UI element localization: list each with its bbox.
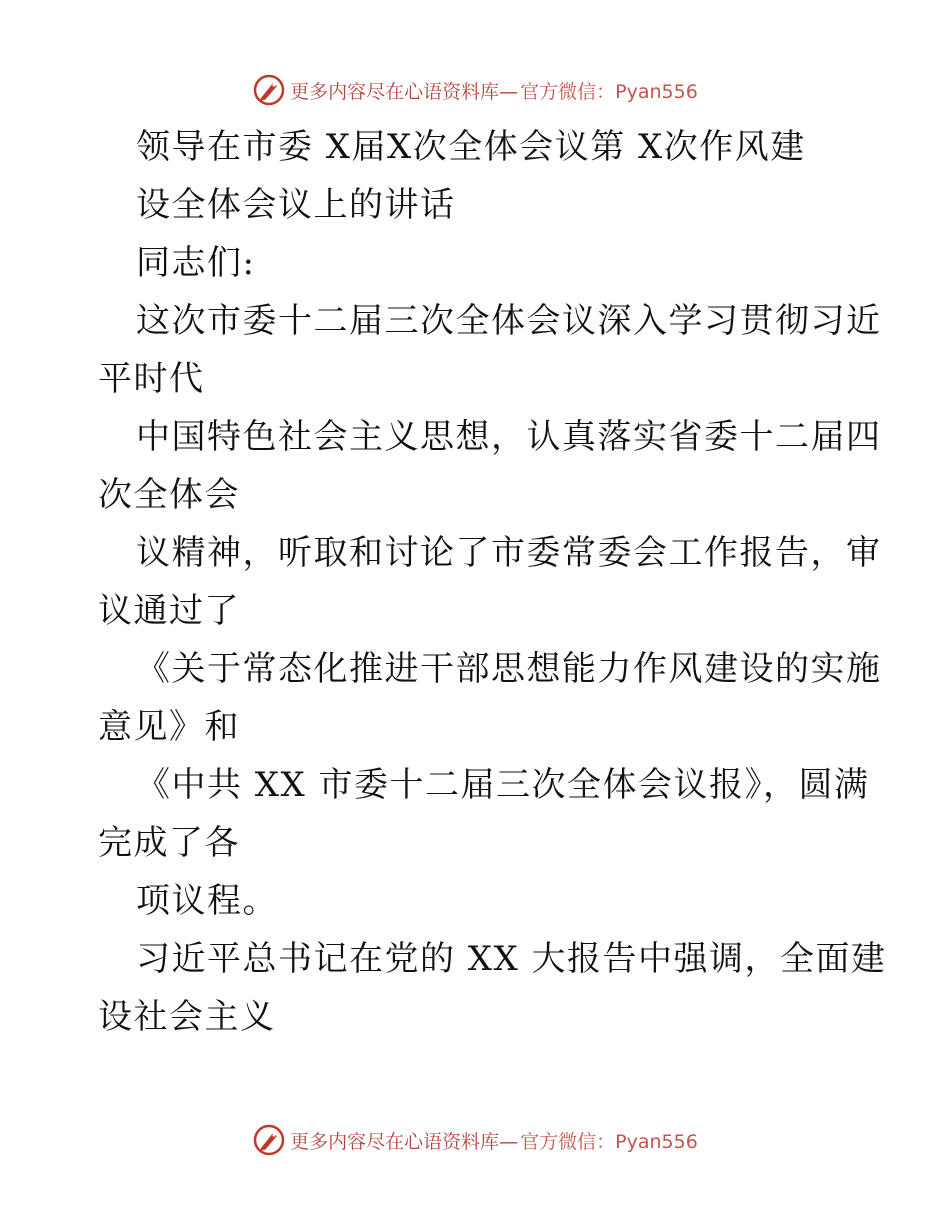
paragraph-line: 中国特色社会主义思想，认真落实省委十二届四: [136, 417, 882, 457]
paragraph-line: 意见》和: [98, 707, 240, 747]
watermark-contact: 官方微信：Pyan556: [520, 80, 698, 103]
watermark-text: 更多内容尽在心语资料库—: [290, 1130, 519, 1153]
header-watermark: [0, 70, 950, 110]
watermark-contact: 官方微信：Pyan556: [520, 1130, 698, 1153]
paragraph-line: 议精神，听取和讨论了市委常委会工作报告，审: [136, 533, 882, 573]
paragraph-line: 习近平总书记在党的 XX 大报告中强调，全面建: [136, 939, 887, 979]
paragraph-line: 项议程。: [136, 881, 278, 921]
document-title-line: 设全体会议上的讲话: [136, 185, 456, 225]
paragraph-line: 次全体会: [98, 475, 240, 515]
paragraph-line: 平时代: [98, 359, 205, 399]
document-title-line: 领导在市委 X届X次全体会议第 X次作风建: [136, 127, 806, 167]
paragraph-line: 《中共 XX 市委十二届三次全体会议报》，圆满: [136, 765, 870, 805]
paragraph-line: 设社会主义: [98, 997, 276, 1037]
paragraph-line: 《关于常态化推进干部思想能力作风建设的实施: [136, 649, 882, 689]
paragraph-line: 这次市委十二届三次全体会议深入学习贯彻习近: [136, 301, 882, 341]
watermark-text: 更多内容尽在心语资料库—: [290, 80, 519, 103]
document-body: [98, 118, 887, 1046]
paragraph-line: 完成了各: [98, 823, 240, 863]
pen-nib-logo-icon: [252, 73, 286, 107]
paragraph-line: 议通过了: [98, 591, 240, 631]
pen-nib-logo-icon: [252, 1123, 286, 1157]
paragraph-line: 同志们:: [136, 243, 256, 283]
footer-watermark: [0, 1120, 950, 1160]
